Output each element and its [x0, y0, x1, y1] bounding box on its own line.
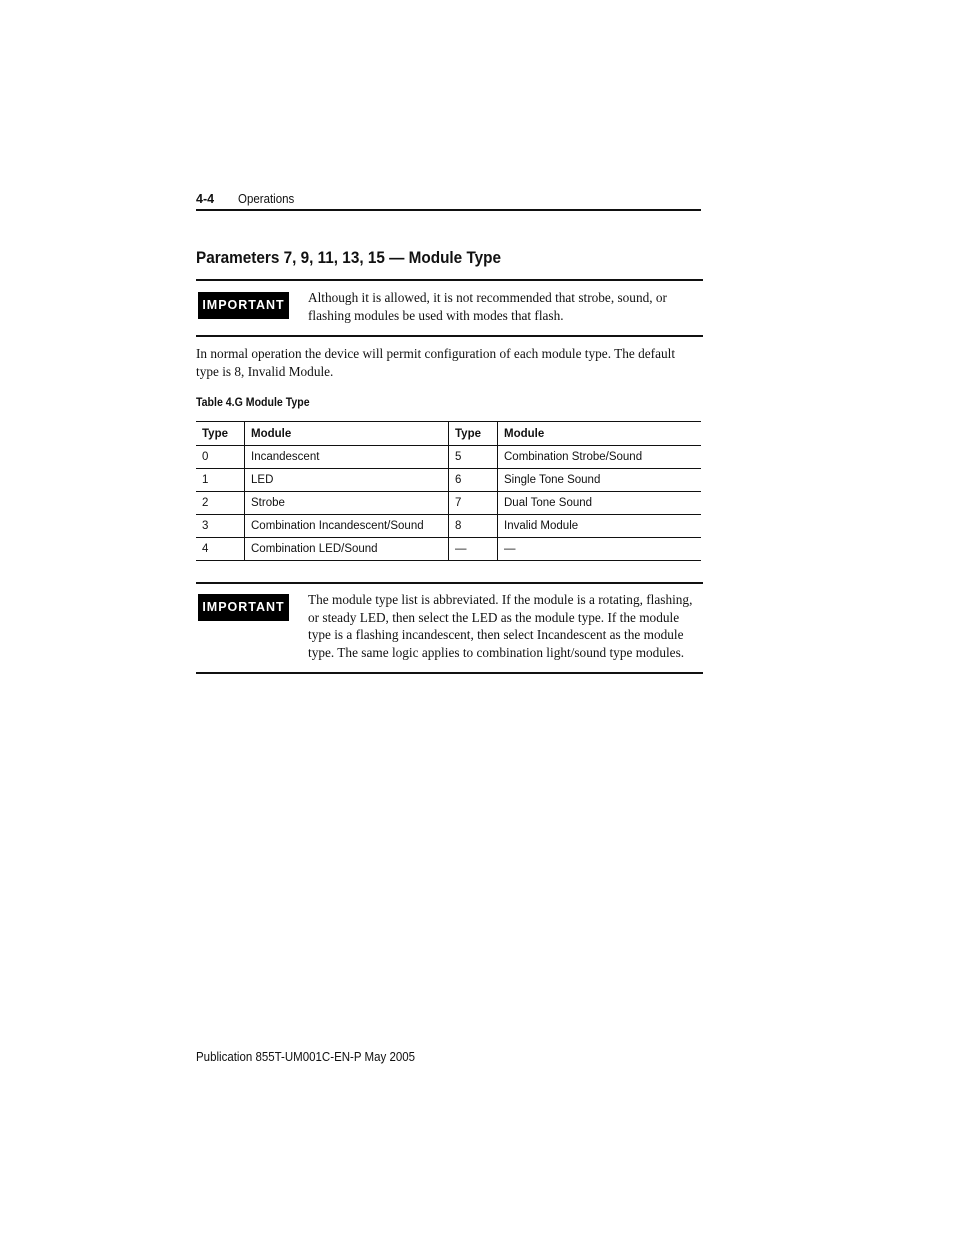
module-cell: Strobe — [245, 492, 449, 515]
paragraph-line: In normal operation the device will permit configuration of each module type. The default — [196, 346, 676, 361]
note-line: or steady LED, then select the LED as the module type. If the module — [308, 609, 680, 625]
module-cell: — — [498, 538, 702, 561]
type-cell: 5 — [449, 446, 498, 469]
module-type-table — [196, 421, 701, 561]
module-cell: Combination Strobe/Sound — [498, 446, 702, 469]
table-caption: Table 4.G Module Type — [196, 397, 310, 409]
note-line: type. The same logic applies to combination light/sound type modules. — [308, 644, 685, 660]
important-note — [308, 289, 708, 324]
page-title: Parameters 7, 9, 11, 13, 15 — Module Type — [196, 248, 502, 267]
module-cell: Combination LED/Sound — [245, 538, 449, 561]
header-module: Module — [498, 422, 702, 446]
publication-footer: Publication 855T-UM001C-EN-P May 2005 — [196, 1050, 416, 1064]
type-cell: 6 — [449, 469, 498, 492]
page-number: 4-4 — [196, 192, 215, 206]
type-cell: 3 — [196, 515, 245, 538]
note-line: type is a flashing incandescent, then select Incandescent as the module — [308, 627, 684, 642]
important-badge: IMPORTANT — [198, 594, 289, 621]
important-bottom-rule — [196, 335, 703, 337]
module-cell: Incandescent — [245, 446, 449, 469]
section-name: Operations — [238, 192, 295, 206]
type-cell: 8 — [449, 515, 498, 538]
module-cell: LED — [245, 469, 449, 492]
module-cell: Invalid Module — [498, 515, 702, 538]
note-line: The module type list is abbreviated. If the module is a rotating, flashing, — [308, 592, 693, 607]
table-row — [196, 492, 701, 515]
header-module: Module — [245, 422, 449, 446]
type-cell: — — [449, 538, 498, 561]
note-line: flashing modules be used with modes that flash. — [308, 307, 564, 323]
module-cell: Single Tone Sound — [498, 469, 702, 492]
important-bottom-rule — [196, 672, 703, 674]
type-cell: 0 — [196, 446, 245, 469]
header-type: Type — [449, 422, 498, 446]
table-row — [196, 515, 701, 538]
table-row — [196, 469, 701, 492]
type-cell: 1 — [196, 469, 245, 492]
important-top-rule — [196, 279, 703, 281]
module-cell: Combination Incandescent/Sound — [245, 515, 449, 538]
table-row — [196, 538, 701, 561]
header-type: Type — [196, 422, 245, 446]
important-top-rule — [196, 582, 703, 584]
table-row — [196, 446, 701, 469]
type-cell: 2 — [196, 492, 245, 515]
table-header-row — [196, 422, 701, 446]
header-rule — [196, 209, 701, 211]
type-cell: 4 — [196, 538, 245, 561]
important-note — [308, 591, 708, 661]
module-cell: Dual Tone Sound — [498, 492, 702, 515]
note-line: Although it is allowed, it is not recommended that strobe, sound, or — [308, 290, 667, 305]
paragraph-line: type is 8, Invalid Module. — [196, 363, 334, 379]
type-cell: 7 — [449, 492, 498, 515]
important-badge: IMPORTANT — [198, 292, 289, 319]
body-paragraph — [196, 345, 701, 380]
